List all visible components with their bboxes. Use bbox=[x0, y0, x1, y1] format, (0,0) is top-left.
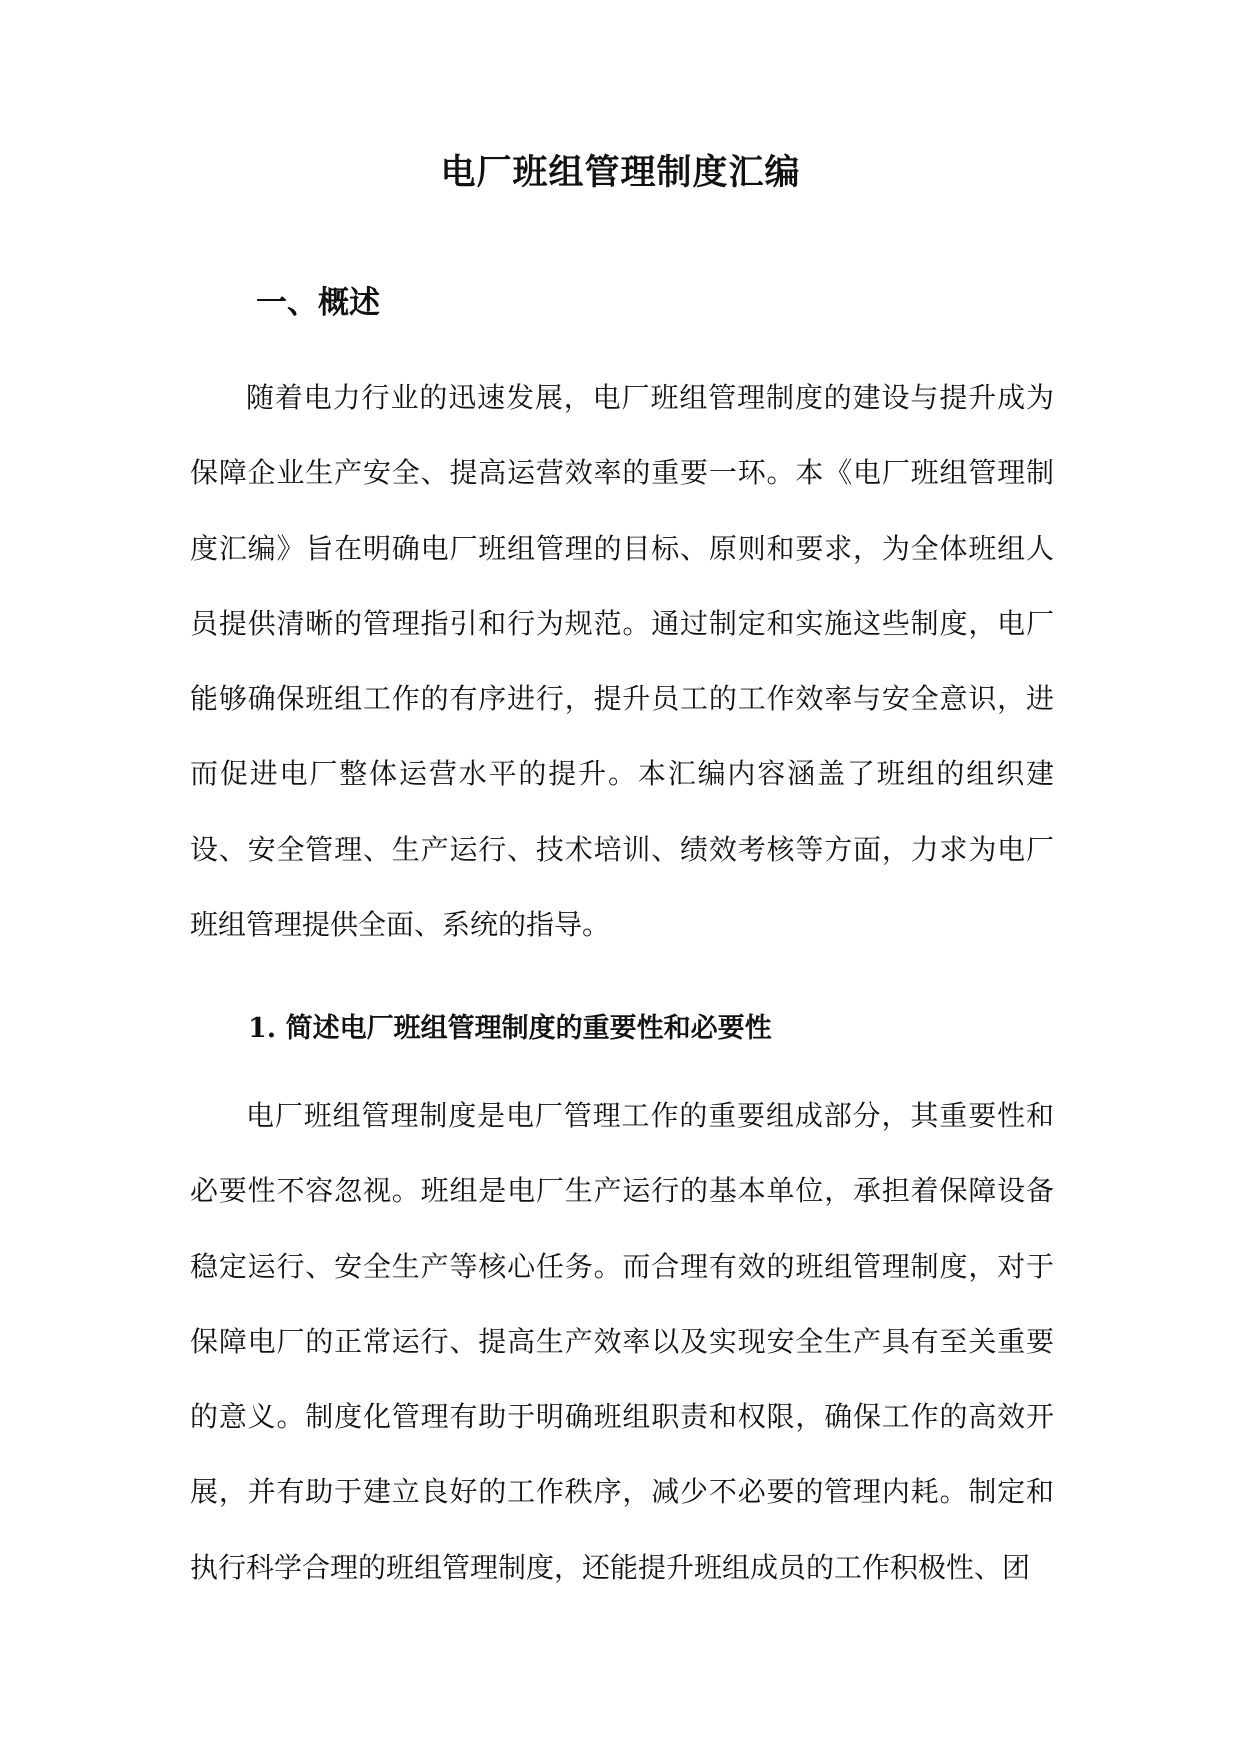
document-title: 电厂班组管理制度汇编 bbox=[440, 152, 801, 193]
overview-paragraph: 随着电力行业的迅速发展，电厂班组管理制度的建设与提升成为保障企业生产安全、提高运营效率的重要一环。本《电厂班组管理制度汇编》旨在明确电厂班组管理的目标、原则和要求，为全体班组人员提供清晰的管理指引和行为规范。通过制定和实施这些制度，电厂能够确保班组工作的有序进行，提升员工的工作效率与安全意识，进而促进电厂整体运营水平的提升。本汇编内容涵盖了班组的组织建设、安全管理、生产运行、技术培训、绩效考核等方面，力求为电厂班组管理提供全面、系统的指导。 bbox=[190, 381, 1054, 942]
subsection-heading-importance: 1. 简述电厂班组管理制度的重要性和必要性 bbox=[248, 1013, 772, 1044]
section-heading-overview: 一、概述 bbox=[256, 285, 380, 321]
importance-paragraph: 电厂班组管理制度是电厂管理工作的重要组成部分，其重要性和必要性不容忽视。班组是电厂生产运行的基本单位，承担着保障设备稳定运行、安全生产等核心任务。而合理有效的班组管理制度，对于保障电厂的正常运行、提高生产效率以及实现安全生产具有至关重要的意义。制度化管理有助于明确班组职责和权限，确保工作的高效开展，并有助于建立良好的工作秩序，减少不必要的管理内耗。制定和执行科学合理的班组管理制度，还能提升班组成员的工作积极性、团 bbox=[190, 1099, 1054, 1584]
